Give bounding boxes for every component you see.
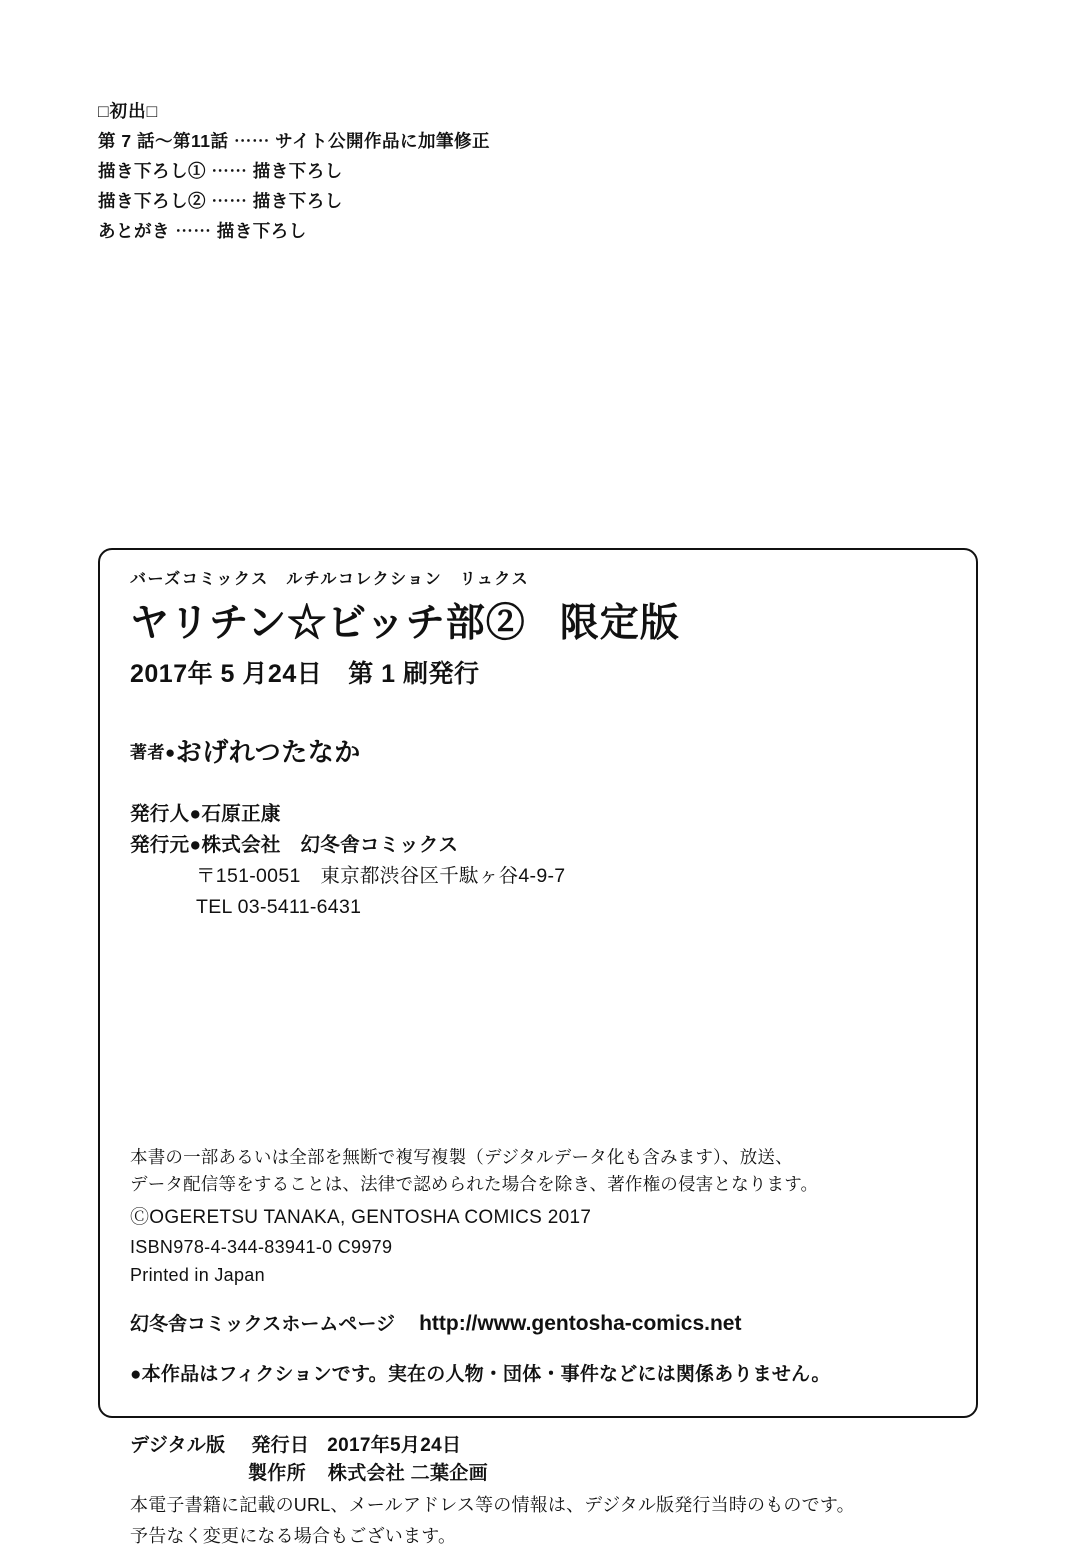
digital-edition-block bbox=[130, 1432, 1010, 1550]
publisher-company: 発行元●株式会社 幻冬舎コミックス bbox=[130, 834, 459, 856]
printed-in: Printed in Japan bbox=[130, 1265, 265, 1285]
digital-note-line-1: 本電子書籍に記載のURL、メールアドレス等の情報は、デジタル版発行当時のものです。 bbox=[130, 1495, 855, 1515]
publisher-tel: TEL 03-5411-6431 bbox=[196, 896, 362, 918]
first-publication-entry: 第 7 話〜第11話 ⋯⋯ サイト公開作品に加筆修正 bbox=[98, 131, 490, 151]
publisher-address: 〒151-0051 東京都渋谷区千駄ヶ谷4-9-7 bbox=[196, 865, 566, 887]
digital-edition-line bbox=[130, 1432, 1010, 1460]
isbn: ISBN978-4-344-83941-0 C9979 bbox=[130, 1237, 393, 1257]
first-publication-entry: 描き下ろし② ⋯⋯ 描き下ろし bbox=[98, 191, 343, 211]
author-label: 著者● bbox=[130, 743, 176, 762]
first-publication-entry: あとがき ⋯⋯ 描き下ろし bbox=[98, 221, 307, 241]
digital-date-label: 発行日 bbox=[251, 1435, 310, 1456]
producer-value: 株式会社 二葉企画 bbox=[327, 1463, 488, 1484]
digital-date-value: 2017年5月24日 bbox=[327, 1435, 462, 1456]
first-publication-block bbox=[98, 96, 798, 246]
homepage-url[interactable]: http://www.gentosha-comics.net bbox=[419, 1312, 742, 1335]
fiction-disclaimer: ●本作品はフィクションです。実在の人物・団体・事件などには関係ありません。 bbox=[130, 1364, 831, 1385]
homepage-line bbox=[130, 1309, 952, 1340]
colophon-header bbox=[130, 568, 952, 923]
producer-label: 製作所 bbox=[248, 1463, 306, 1484]
first-publication-heading: □初出□ bbox=[98, 101, 159, 121]
author-name: おげれつたなか bbox=[175, 737, 361, 767]
first-publication-entry: 描き下ろし① ⋯⋯ 描き下ろし bbox=[98, 161, 343, 181]
copyright-notice-line-1: 本書の一部あるいは全部を無断で複写複製（デジタルデータ化も含みます）、放送、 bbox=[130, 1147, 793, 1167]
copyright-holder: ⒸOGERETSU TANAKA, GENTOSHA COMICS 2017 bbox=[130, 1207, 592, 1228]
impression-info: 第 1 刷発行 bbox=[348, 660, 480, 688]
publisher-person: 発行人●石原正康 bbox=[130, 803, 281, 825]
digital-producer-line bbox=[130, 1460, 1010, 1488]
homepage-label: 幻冬舎コミックスホームページ bbox=[130, 1314, 396, 1335]
digital-edition-label: デジタル版 bbox=[130, 1435, 226, 1456]
author-line bbox=[130, 734, 952, 771]
series-label: バーズコミックス ルチルコレクション リュクス bbox=[130, 571, 530, 588]
book-title: ヤリチン☆ビッチ部② bbox=[130, 602, 526, 645]
digital-note-line-2: 予告なく変更になる場合もございます。 bbox=[130, 1526, 457, 1546]
imprint-block bbox=[130, 799, 952, 923]
book-title-line bbox=[130, 598, 952, 650]
publication-date: 2017年 5 月24日 bbox=[130, 660, 323, 688]
publication-date-line bbox=[130, 656, 952, 692]
legal-block bbox=[130, 1144, 952, 1390]
colophon-box bbox=[98, 548, 978, 1418]
copyright-notice-line-2: データ配信等をすることは、法律で認められた場合を除き、著作権の侵害となります。 bbox=[130, 1174, 819, 1194]
edition-label: 限定版 bbox=[559, 602, 680, 645]
